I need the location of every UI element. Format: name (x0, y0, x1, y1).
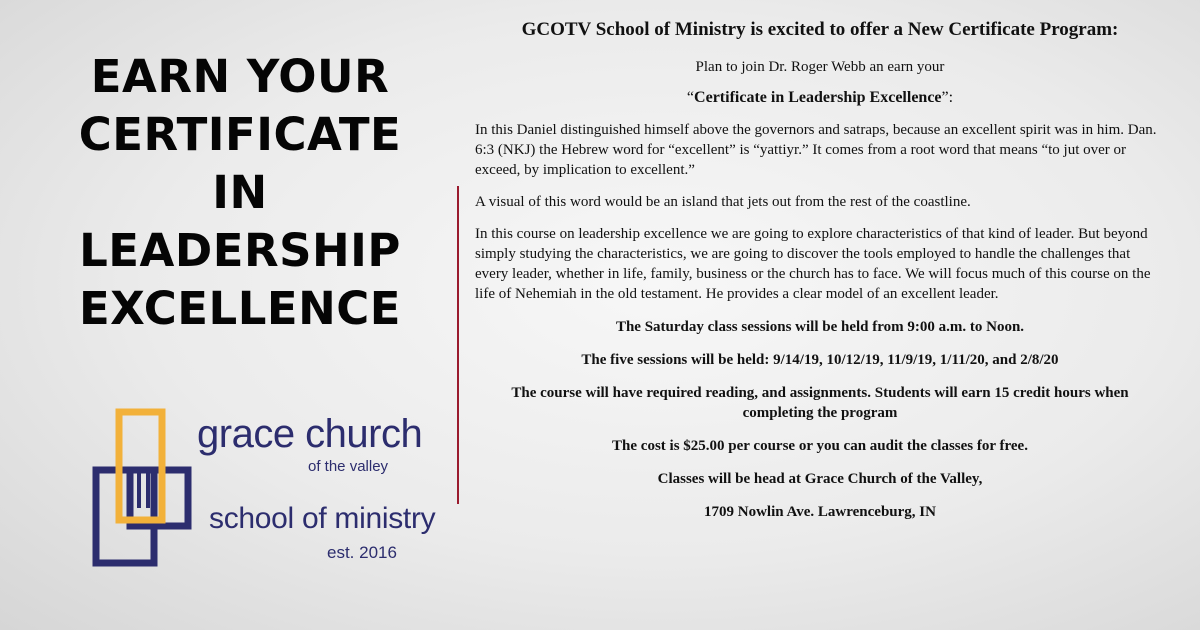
session-dates: The five sessions will be held: 9/14/19, 10/12/19, 11/9/19, 1/11/20, and 2/8/20 (581, 352, 1059, 368)
logo-church-subtitle: of the valley (308, 458, 389, 475)
open-quote: “ (686, 89, 695, 106)
certificate-name (475, 88, 1165, 108)
grace-church-logo (92, 408, 436, 568)
intro-text: Plan to join Dr. Roger Webb an earn your (695, 59, 945, 75)
paragraph-visual: A visual of this word would be an island that jets out from the rest of the coastline. (475, 194, 971, 210)
location-address: 1709 Nowlin Ave. Lawrenceburg, IN (704, 504, 936, 520)
logo-established: est. 2016 (327, 543, 397, 562)
certificate-title: Certificate in Leadership Excellence (694, 89, 942, 106)
paragraph-course: In this course on leadership excellence we are going to explore characteristics of that kind of leader. But beyond simply studying the characteristics, we are going to discover the tools employed to handle the challenges that every leader, whether in life, family, business or the church has to face. We will focus much of this course on the life of Nehemiah in the old testament. He provides a clear model of an excellent leader. (475, 226, 1151, 302)
close-quote: ”: (941, 89, 954, 106)
paragraph-daniel: In this Daniel distinguished himself above the governors and satraps, because an excellent spirit was in him. Dan. 6:3 (NKJ) the Hebrew word for “excellent” is “yattiyr.” It comes from a root word that means “to jut over or exceed, by implication to excellent.” (475, 122, 1157, 178)
headline (40, 48, 440, 338)
location-line-1: Classes will be head at Grace Church of the Valley, (657, 471, 983, 487)
course-requirements: The course will have required reading, and assignments. Students will earn 15 credit hours when completing the program (511, 385, 1129, 421)
logo-school-name: school of ministry (209, 502, 436, 535)
interlocking-squares-icon (92, 408, 202, 568)
course-cost: The cost is $25.00 per course or you can audit the classes for free. (612, 438, 1028, 454)
headline-line: EXCELLENCE (78, 282, 402, 335)
headline-line: LEADERSHIP (79, 224, 401, 277)
headline-line: CERTIFICATE (78, 108, 402, 161)
session-time: The Saturday class sessions will be held from 9:00 a.m. to Noon. (615, 319, 1025, 335)
logo-church-name: grace church (197, 412, 423, 456)
announcement-content (475, 18, 1165, 522)
divider (457, 186, 459, 504)
headline-line: EARN YOUR (90, 50, 390, 103)
announcement-title: GCOTV School of Ministry is excited to offer a New Certificate Program: (521, 19, 1119, 40)
headline-line: IN (212, 166, 268, 219)
